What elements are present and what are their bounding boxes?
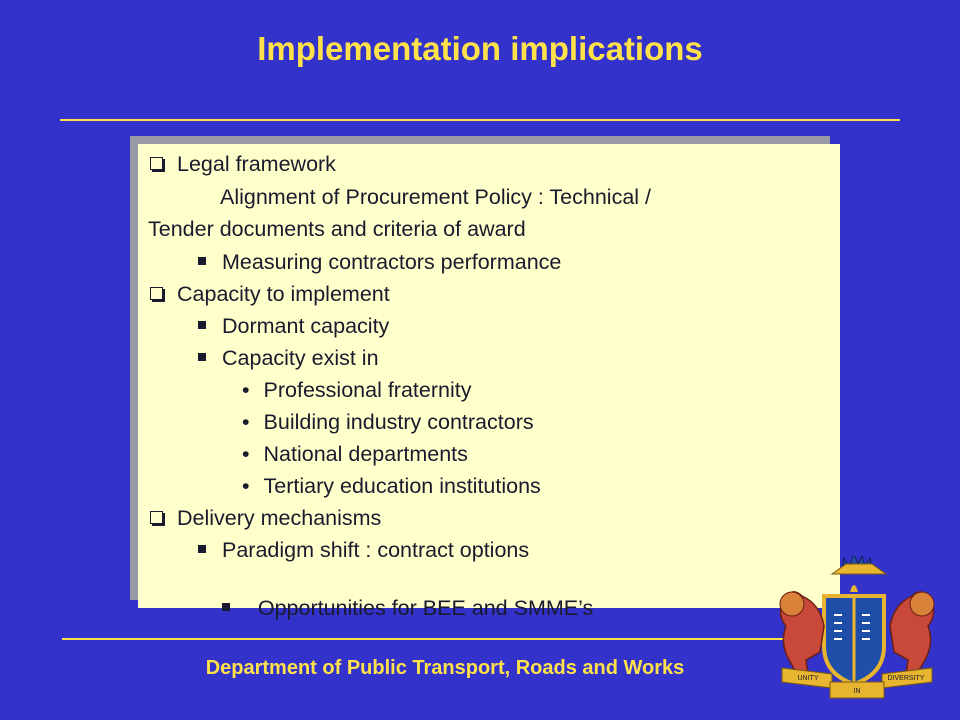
list-item [242, 409, 534, 435]
checkbox-bullet-icon [150, 157, 163, 170]
list-item [198, 249, 561, 275]
item-text: Professional fraternity [263, 378, 472, 402]
list-item [198, 537, 529, 563]
item-text: Delivery mechanisms [177, 506, 382, 530]
list-item [198, 345, 379, 371]
list-item [150, 281, 390, 307]
checkbox-bullet-icon [150, 287, 163, 300]
square-bullet-icon [198, 257, 206, 265]
item-text: Capacity to implement [177, 282, 390, 306]
list-item [198, 569, 593, 647]
list-item [148, 216, 526, 242]
square-bullet-icon [222, 603, 230, 611]
footer-department: Department of Public Transport, Roads and Works [205, 657, 685, 679]
dot-bullet-icon: • [242, 442, 250, 466]
item-text: Tender documents and criteria of award [148, 217, 526, 241]
list-item [242, 377, 471, 403]
dot-bullet-icon: • [242, 474, 250, 498]
list-item [150, 505, 381, 531]
item-text: Tertiary education institutions [263, 474, 541, 498]
item-text: Opportunities for BEE and SMME’s [245, 596, 594, 620]
square-bullet-icon [198, 353, 206, 361]
motto-left: UNITY [797, 675, 819, 682]
top-divider [60, 119, 900, 121]
item-text: Measuring contractors performance [222, 250, 562, 274]
item-text: Paradigm shift : contract options [222, 538, 530, 562]
item-text: Dormant capacity [222, 314, 390, 338]
item-text: National departments [263, 442, 468, 466]
item-text: Capacity exist in [222, 346, 379, 370]
dot-bullet-icon: • [242, 378, 250, 402]
motto-center: IN [853, 688, 861, 695]
slide-title: Implementation implications [257, 30, 703, 67]
list-item [198, 313, 389, 339]
item-text: Legal framework [177, 152, 336, 176]
list-item [150, 151, 336, 177]
dot-bullet-icon: • [242, 410, 250, 434]
list-item [220, 184, 651, 210]
square-bullet-icon [198, 321, 206, 329]
motto-right: DIVERSITY [887, 675, 925, 682]
list-item [242, 473, 541, 499]
coat-of-arms-logo [762, 556, 952, 716]
item-text: Building industry contractors [263, 410, 534, 434]
item-text: Alignment of Procurement Policy : Technical / [220, 185, 651, 209]
square-bullet-icon [198, 545, 206, 553]
checkbox-bullet-icon [150, 511, 163, 524]
bottom-divider [62, 638, 802, 640]
list-item [242, 441, 468, 467]
content-box [138, 144, 840, 620]
